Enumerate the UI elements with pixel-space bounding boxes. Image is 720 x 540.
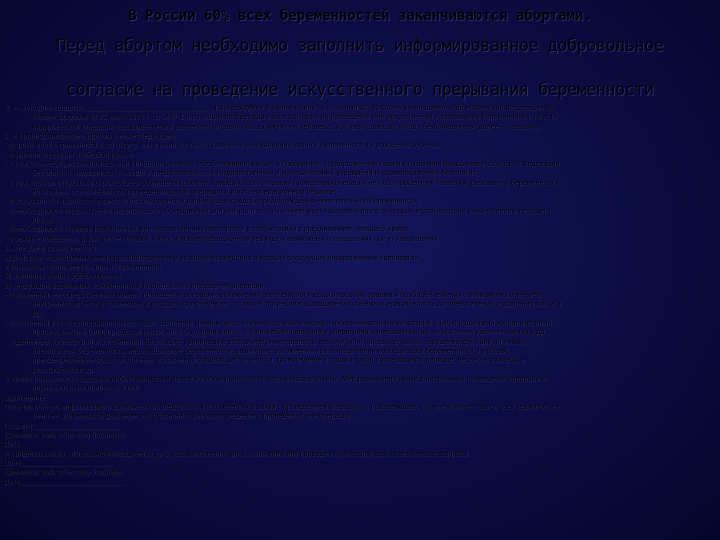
form-line: Заключение: <box>4 393 47 402</box>
form-line: врача; <box>32 216 54 225</box>
slide-title: В России 60% всех беременностей заканчиваются абортами. <box>128 8 592 24</box>
form-line: (фамилия, имя, отчество) (подпись) <box>4 431 124 440</box>
form-line: и возможных осложнениях при их применении; <box>4 262 161 271</box>
form-line: Получив полную информацию о возможных последствиях и осложнениях в связи с проведением операции, я подтверждаю, что мне понятен смысл всех терминов, на <box>4 403 560 411</box>
form-line: 1. Я проинформирована врачом о нижеследующем: <box>4 132 178 141</box>
form-line: - о необходимости приема назначенных мне лекарственных препаратов в соответствии с предписанием лечащего врача; <box>4 225 409 234</box>
form-line: - о режиме поведения, в том числе половой жизни, в послеоперационном периоде и возможных последствиях при его нарушении. <box>4 234 440 243</box>
form-line: - осложнения непосредственно в момент проведения операции: осложнения анестезиологического пособия; травма и прободение матки с возможным ранением <box>4 290 542 299</box>
form-line: - о сроке моей беременности, об отсутствии у меня противопоказаний к вынашиванию данной беременности и рождению ребенка; <box>4 141 442 150</box>
form-line: - отдаленные последствия и осложнения: бесплодие; хронические воспалительные процессы матки и (или) придатков матки; нарушение функции яичников; <box>4 337 527 346</box>
form-line: меня не оказывалось давление, и я осознанно принимаю решение о проведении мне операции. <box>32 412 353 421</box>
form-line: охране здоровья от 22 июля 1993 г. № 5487-1 настоящим подтверждаю свое согласие на проведение мне искусственного прерывания беременности, то есть <box>32 113 557 122</box>
form-line: Я имела возможность задавать любые вопросы и на все вопросы получила исчерпывающие ответы. Мне разъяснена также альтернатива проведения операции и <box>4 374 546 383</box>
form-line: - осложнения в послеоперационном периоде: скопление крови в полости матки; остатки плодного яйца в полости матки, острый и (или) подострый воспалительный <box>4 318 552 327</box>
form-line: процесс матки и (или) придатков матки, вплоть до перитонита, что потребует повторного оперативного вмешательства, не исключая удаления матки и др.; <box>32 328 549 337</box>
form-line: хирургической операции с разрушением и удалением плодного яйца (эмбриона человека), которая проводится под обезболиванием (далее - операция). <box>32 122 542 131</box>
form-line: Пациент______________________ <box>4 421 120 430</box>
form-line: - о том, что при отсутствии строжайшего соблюдения соответствующих норм и правил проведения операции нет 100-процентной гарантии прерывания беременности <box>4 178 559 187</box>
form-line: - о возможности и целесообразности использования в дальнейшем средств предупреждения нежелательной беременности; <box>4 197 420 206</box>
form-line: в) следующих возможных осложнениях и последствиях проведения операции: <box>4 281 266 290</box>
form-line: - о том, что медицинская помощь при операции (включая обезболивание) входит в Программу государственных гарантий оказания гражданам Российской Федерации <box>4 160 560 169</box>
form-line: б) основных этапах обезболивания; <box>4 272 123 281</box>
form-line: возможность не прибегать к ней. <box>32 384 141 393</box>
form-line: внематочная беременность; невынашивание беременности; различные осложнения при вынашивании последующей беременности и в родах; <box>32 346 509 355</box>
form-line: преждевременные роды; различные осложнения родовой деятельности; кровотечение в родах и (или) послеродовом периоде; нервно-психические <box>32 356 525 365</box>
form-line: (фамилия, имя, отчество) (подпись) <box>4 468 124 477</box>
form-line: возможных осложнений при проведении самой операции и в послеоперационном периоде; <box>32 188 337 197</box>
form-line: внутренних органов и кровеносных сосудов; кровотечение, что может потребовать расширения объема операции вплоть до чревосечения и удаления матки и <box>32 300 561 309</box>
form-line: Дата <box>4 440 20 449</box>
form-line: бесплатной медицинской помощи и предоставляется в государственных и муниципальных учреждениях здравоохранения бесплатно; <box>32 169 479 178</box>
slide-subtitle-line1: Перед абортом необходимо заполнить информированное добровольное <box>56 36 664 55</box>
form-line: Врач_______________________ <box>4 459 112 468</box>
slide-subtitle-line2: согласие на проведение искусственного прерывания беременности <box>66 80 654 99</box>
form-line: Я, нижеподписавшаяся, ________________________________ года рождения в соответствии со статьями 32, 36 Основ законодательства Российской Федерации об <box>4 104 554 112</box>
form-line: Дата__________________________ <box>4 477 124 486</box>
form-line: расстройства и др. <box>32 365 95 374</box>
form-line: - о необходимости прохождения медицинского обследования для контроля за состоянием моего здоровья после операции в соответствии с назначением лечащего <box>4 206 551 215</box>
form-line: а) действии назначаемых мне перед проведением и во время проведения операции следующих лекарственных препаратов: <box>4 253 421 262</box>
form-line: - о смысле операции и обезболивания; <box>4 150 134 159</box>
consent-form-text <box>4 104 716 487</box>
form-line: Я свидетельствую, что разъяснил пациентке суть, ход выполнения, риск и альтернативу проведения операции, дал ответы на все вопросы. <box>4 449 470 458</box>
form-line: 2. Мне даны разъяснения о: <box>4 244 98 253</box>
form-line: др.; <box>32 309 45 318</box>
